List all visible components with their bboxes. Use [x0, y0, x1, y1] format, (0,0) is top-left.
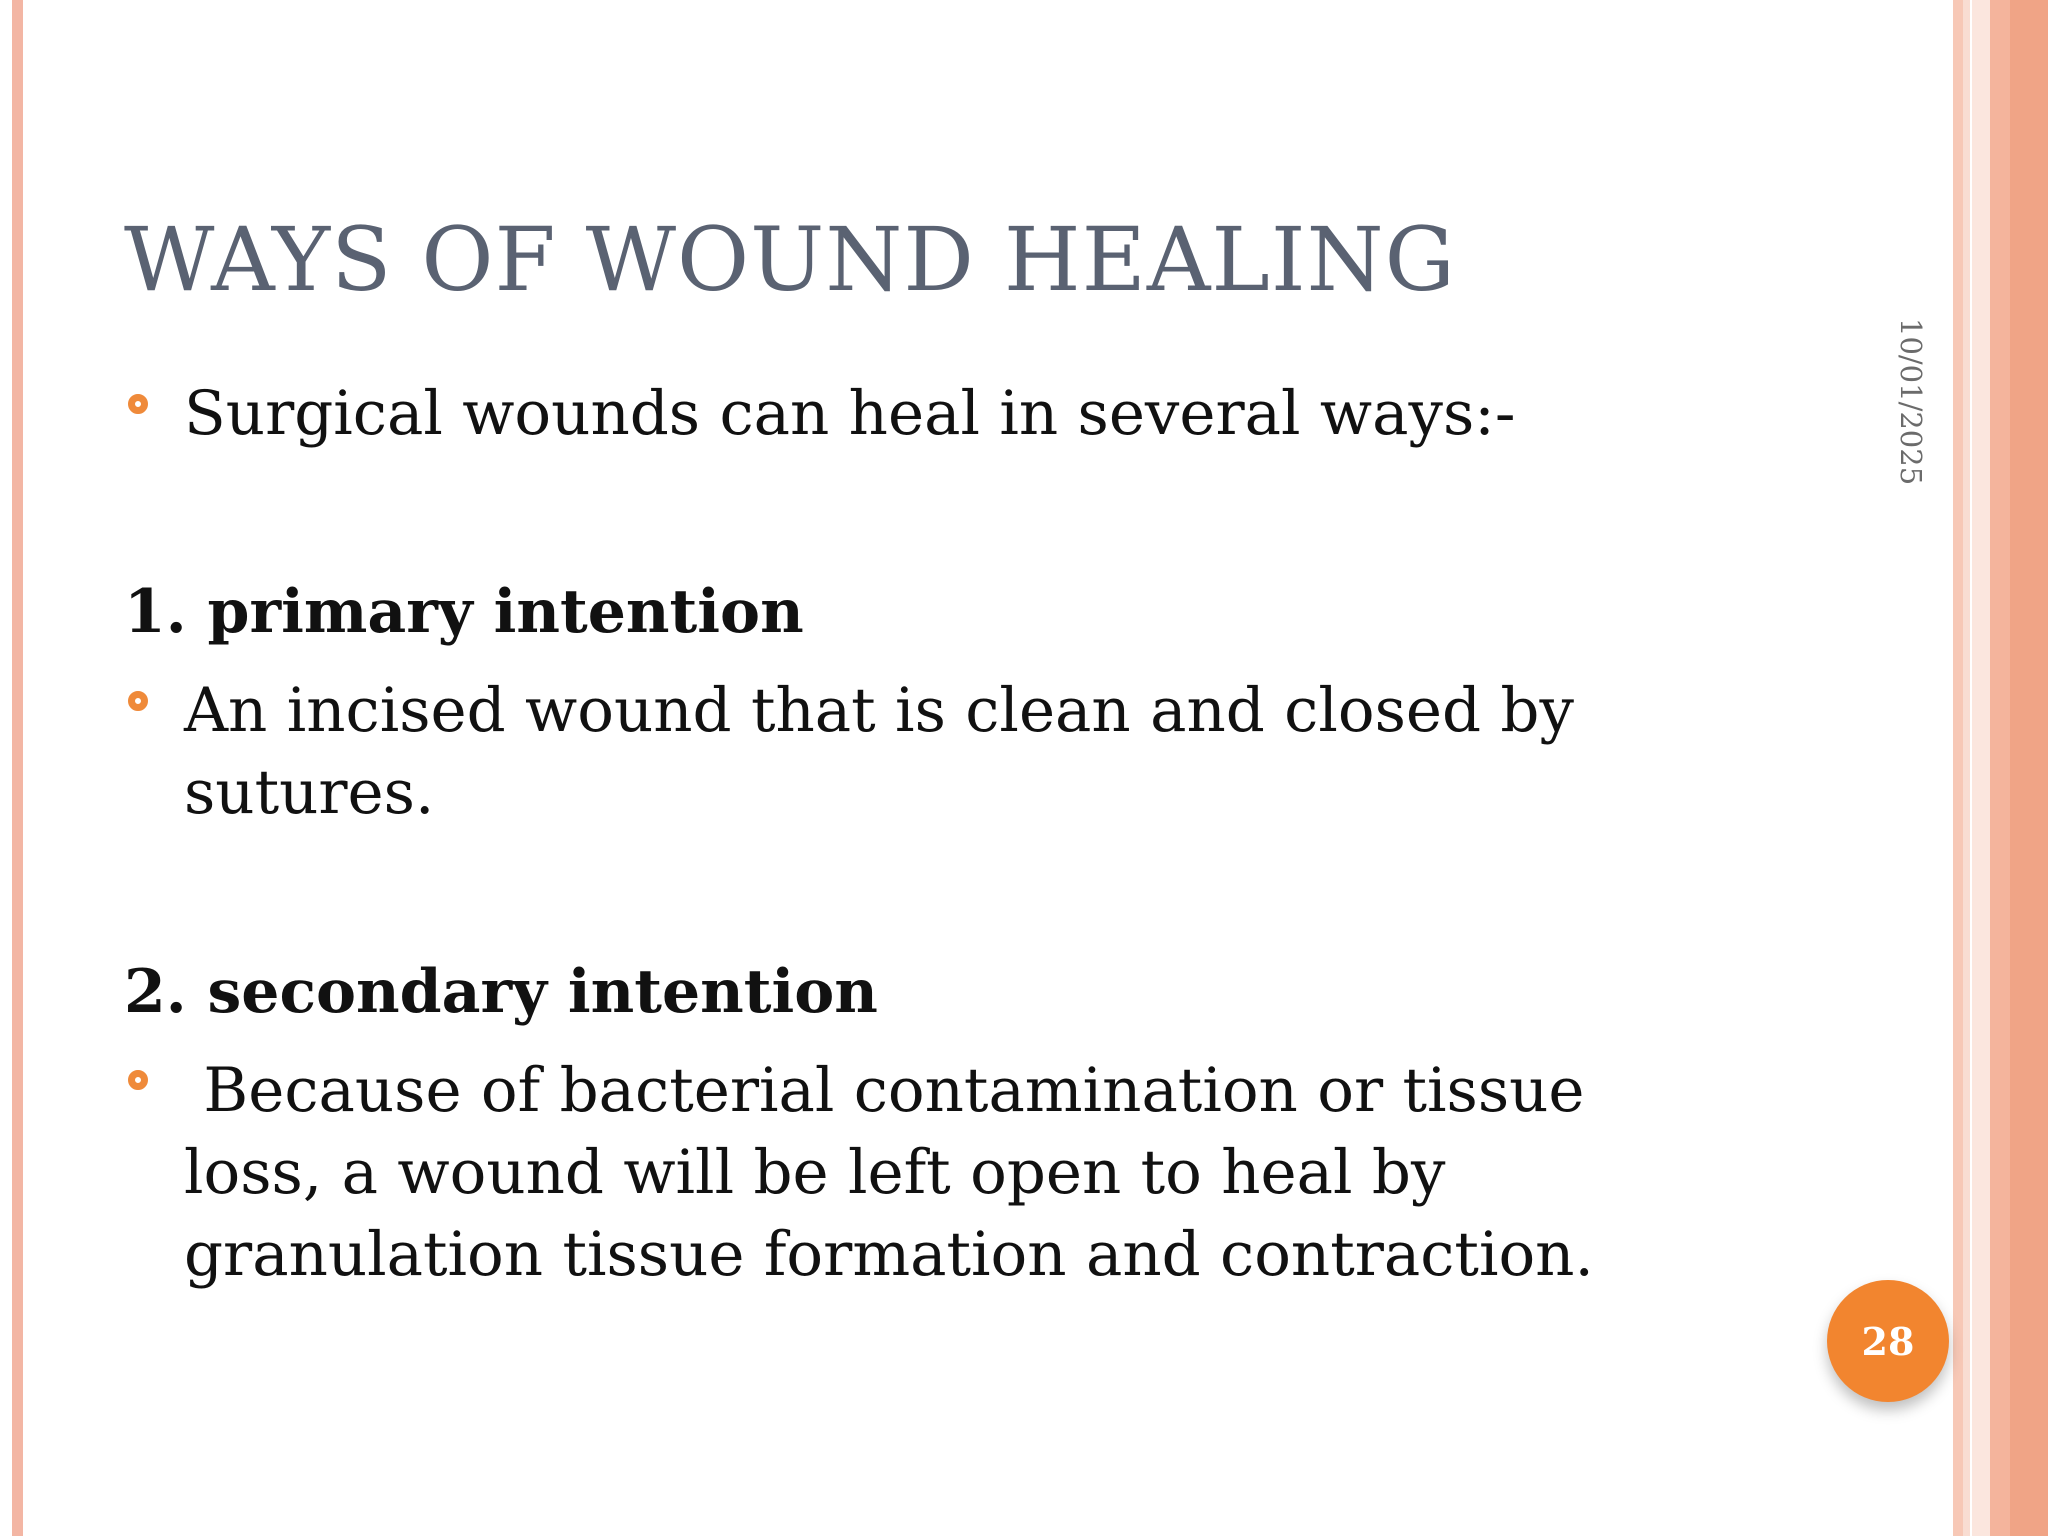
section-heading-secondary: 2. secondary intention [124, 957, 878, 1027]
page-number-badge: 28 [1827, 1280, 1949, 1402]
section-line: Because of bacterial contamination or tissue [184, 1055, 1585, 1126]
section-line: sutures. [184, 757, 435, 828]
right-accent-band [1953, 0, 1963, 1536]
bullet-icon [128, 1070, 148, 1090]
bullet-icon [128, 394, 148, 414]
right-accent-band [2010, 0, 2048, 1536]
section-line: An incised wound that is clean and closed by [184, 675, 1574, 746]
section-line: loss, a wound will be left open to heal by [184, 1137, 1446, 1208]
intro-text: Surgical wounds can heal in several ways:- [184, 378, 1516, 449]
section-heading-primary: 1. primary intention [124, 577, 804, 647]
left-accent-stripe [12, 0, 23, 1536]
slide-title: WAYS OF WOUND HEALING [124, 208, 1456, 311]
bullet-icon [128, 691, 148, 711]
right-accent-band [1990, 0, 2010, 1536]
right-accent-band [1963, 0, 1970, 1536]
right-accent-band [1972, 0, 1990, 1536]
section-line: granulation tissue formation and contraction. [184, 1219, 1594, 1290]
slide-date: 10/01/2025 [1894, 318, 1928, 486]
